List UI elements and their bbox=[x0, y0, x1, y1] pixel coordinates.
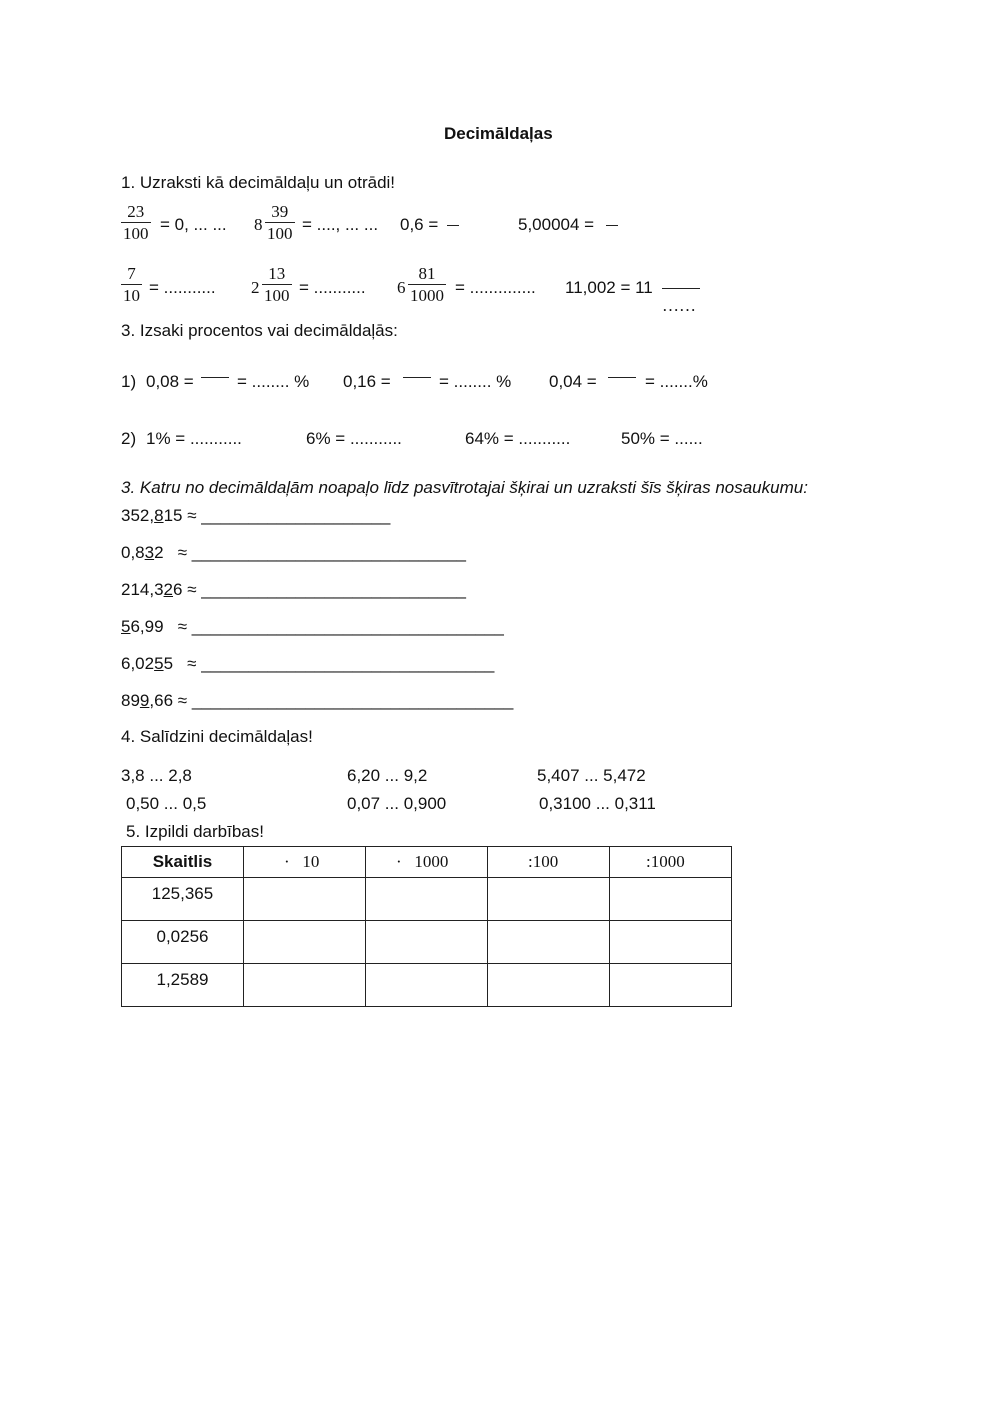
fraction-39-100: $\frac{39}{100}$ bbox=[267, 202, 293, 243]
answer-blank[interactable]: = ........... bbox=[299, 278, 366, 297]
percent-item[interactable]: 50% = ...... bbox=[621, 429, 703, 448]
whole-number: 8 bbox=[254, 215, 263, 234]
fraction-blank[interactable] bbox=[606, 225, 618, 226]
comparison-item[interactable]: 5,407 ... 5,472 bbox=[537, 766, 646, 785]
column-header: · 1000 bbox=[366, 847, 488, 878]
answer-cell[interactable] bbox=[244, 878, 366, 921]
task2-heading: 3. Izsaki procentos vai decimāldaļās: bbox=[121, 321, 398, 340]
answer-blank[interactable]: = ........... bbox=[149, 278, 216, 297]
percent-item[interactable]: 64% = ........... bbox=[465, 429, 571, 448]
answer-cell[interactable] bbox=[488, 878, 610, 921]
fraction-blank[interactable] bbox=[201, 377, 229, 378]
operations-table bbox=[121, 846, 732, 1007]
underlined-digit: 3 bbox=[144, 543, 155, 562]
column-header: Skaitlis bbox=[122, 847, 244, 878]
row-label: 2) bbox=[121, 429, 137, 448]
column-header: :100 bbox=[488, 847, 610, 878]
fraction-blank[interactable] bbox=[403, 377, 431, 378]
fraction-13-100: $\frac{13}{100}$ bbox=[264, 264, 290, 305]
comparison-item[interactable]: 0,50 ... 0,5 bbox=[126, 794, 207, 813]
decimal-expression: 0,6 = bbox=[400, 215, 439, 234]
task5-heading: 5. Izpildi darbības! bbox=[126, 822, 264, 841]
number-part: 6,02 bbox=[121, 654, 155, 673]
answer-blank[interactable]: = .............. bbox=[455, 278, 536, 297]
answer-cell[interactable] bbox=[488, 921, 610, 964]
answer-blank[interactable]: _____________________________ bbox=[191, 543, 466, 562]
answer-cell[interactable] bbox=[366, 878, 488, 921]
number-part: 2 ≈ bbox=[154, 543, 192, 562]
table-header-row bbox=[122, 847, 732, 878]
percent-lhs: 0,16 = bbox=[343, 372, 391, 391]
rounding-line[interactable] bbox=[121, 581, 466, 598]
fraction-blank[interactable] bbox=[447, 225, 459, 226]
percent-item[interactable]: 6% = ........... bbox=[306, 429, 402, 448]
number-cell: 125,365 bbox=[122, 878, 244, 921]
fraction-blank[interactable] bbox=[608, 377, 636, 378]
underlined-digit: 8 bbox=[154, 506, 164, 525]
answer-cell[interactable] bbox=[610, 878, 732, 921]
fraction-23-100: $\frac{23}{100}$ bbox=[123, 202, 149, 243]
answer-cell[interactable] bbox=[244, 921, 366, 964]
answer-cell[interactable] bbox=[610, 921, 732, 964]
table-row bbox=[122, 964, 732, 1007]
underlined-digit: 9 bbox=[139, 691, 150, 710]
percent-rhs[interactable]: = .......% bbox=[645, 372, 708, 391]
answer-blank[interactable]: ____________________________ bbox=[201, 580, 466, 599]
page-title: Decimāldaļas bbox=[444, 124, 553, 143]
table-row bbox=[122, 921, 732, 964]
row-label: 1) bbox=[121, 372, 137, 391]
task4-heading: 4. Salīdzini decimāldaļas! bbox=[121, 727, 313, 746]
answer-blank[interactable]: _________________________________ bbox=[191, 617, 504, 636]
percent-rhs[interactable]: = ........ % bbox=[439, 372, 512, 391]
number-part: 89 bbox=[121, 691, 140, 710]
percent-lhs: 0,04 = bbox=[549, 372, 597, 391]
rounding-line[interactable] bbox=[121, 618, 504, 635]
decimal-expression: 5,00004 = bbox=[518, 215, 595, 234]
underlined-digit: 5 bbox=[121, 617, 131, 636]
percent-item[interactable]: 1% = ........... bbox=[146, 429, 242, 448]
task1-heading: 1. Uzraksti kā decimāldaļu un otrādi! bbox=[121, 173, 396, 192]
answer-blank[interactable]: _______________________________ bbox=[201, 654, 495, 673]
rounding-line[interactable] bbox=[121, 655, 494, 672]
answer-blank[interactable]: ____________________ bbox=[201, 506, 391, 525]
comparison-item[interactable]: 6,20 ... 9,2 bbox=[347, 766, 428, 785]
rounding-line[interactable] bbox=[121, 692, 513, 709]
answer-cell[interactable] bbox=[610, 964, 732, 1007]
decimal-expression: 11,002 = 11 bbox=[565, 278, 653, 297]
answer-blank[interactable]: = ...., ... ... bbox=[302, 215, 379, 234]
answer-blank[interactable]: = 0, ... ... bbox=[160, 215, 227, 234]
fraction-blank[interactable] bbox=[662, 288, 700, 289]
number-part: ,66 ≈ bbox=[149, 691, 192, 710]
comparison-item[interactable]: 3,8 ... 2,8 bbox=[121, 766, 192, 785]
fraction-7-10: $\frac{7}{10}$ bbox=[123, 264, 140, 305]
column-header: · 10 bbox=[244, 847, 366, 878]
comparison-item[interactable]: 0,3100 ... 0,311 bbox=[539, 794, 656, 813]
table-row bbox=[122, 878, 732, 921]
fraction-81-1000: $\frac{81}{1000}$ bbox=[410, 264, 444, 305]
answer-cell[interactable] bbox=[244, 964, 366, 1007]
column-header: :1000 bbox=[610, 847, 732, 878]
underlined-digit: 2 bbox=[163, 580, 174, 599]
percent-lhs: 0,08 = bbox=[146, 372, 194, 391]
percent-rhs[interactable]: = ........ % bbox=[237, 372, 310, 391]
number-part: 15 ≈ bbox=[163, 506, 202, 525]
number-part: 214,3 bbox=[121, 580, 164, 599]
number-cell: 1,2589 bbox=[122, 964, 244, 1007]
number-part: 352, bbox=[121, 506, 155, 525]
answer-blank[interactable]: __________________________________ bbox=[191, 691, 514, 710]
whole-number: 6 bbox=[397, 278, 406, 297]
denominator-dots: …… bbox=[662, 296, 696, 315]
number-part: 0,8 bbox=[121, 543, 145, 562]
rounding-line[interactable] bbox=[121, 507, 390, 524]
number-cell: 0,0256 bbox=[122, 921, 244, 964]
underlined-digit: 5 bbox=[154, 654, 164, 673]
number-part: 6 ≈ bbox=[173, 580, 202, 599]
rounding-line[interactable] bbox=[121, 544, 466, 561]
answer-cell[interactable] bbox=[488, 964, 610, 1007]
comparison-item[interactable]: 0,07 ... 0,900 bbox=[347, 794, 447, 813]
task3-heading: 3. Katru no decimāldaļām noapaļo līdz pasvītrotajai šķirai un uzraksti šīs šķiras nosaukumu: bbox=[121, 478, 808, 497]
answer-cell[interactable] bbox=[366, 921, 488, 964]
answer-cell[interactable] bbox=[366, 964, 488, 1007]
whole-number: 2 bbox=[251, 278, 260, 297]
number-part: 5 ≈ bbox=[163, 654, 202, 673]
number-part: 6,99 ≈ bbox=[130, 617, 192, 636]
